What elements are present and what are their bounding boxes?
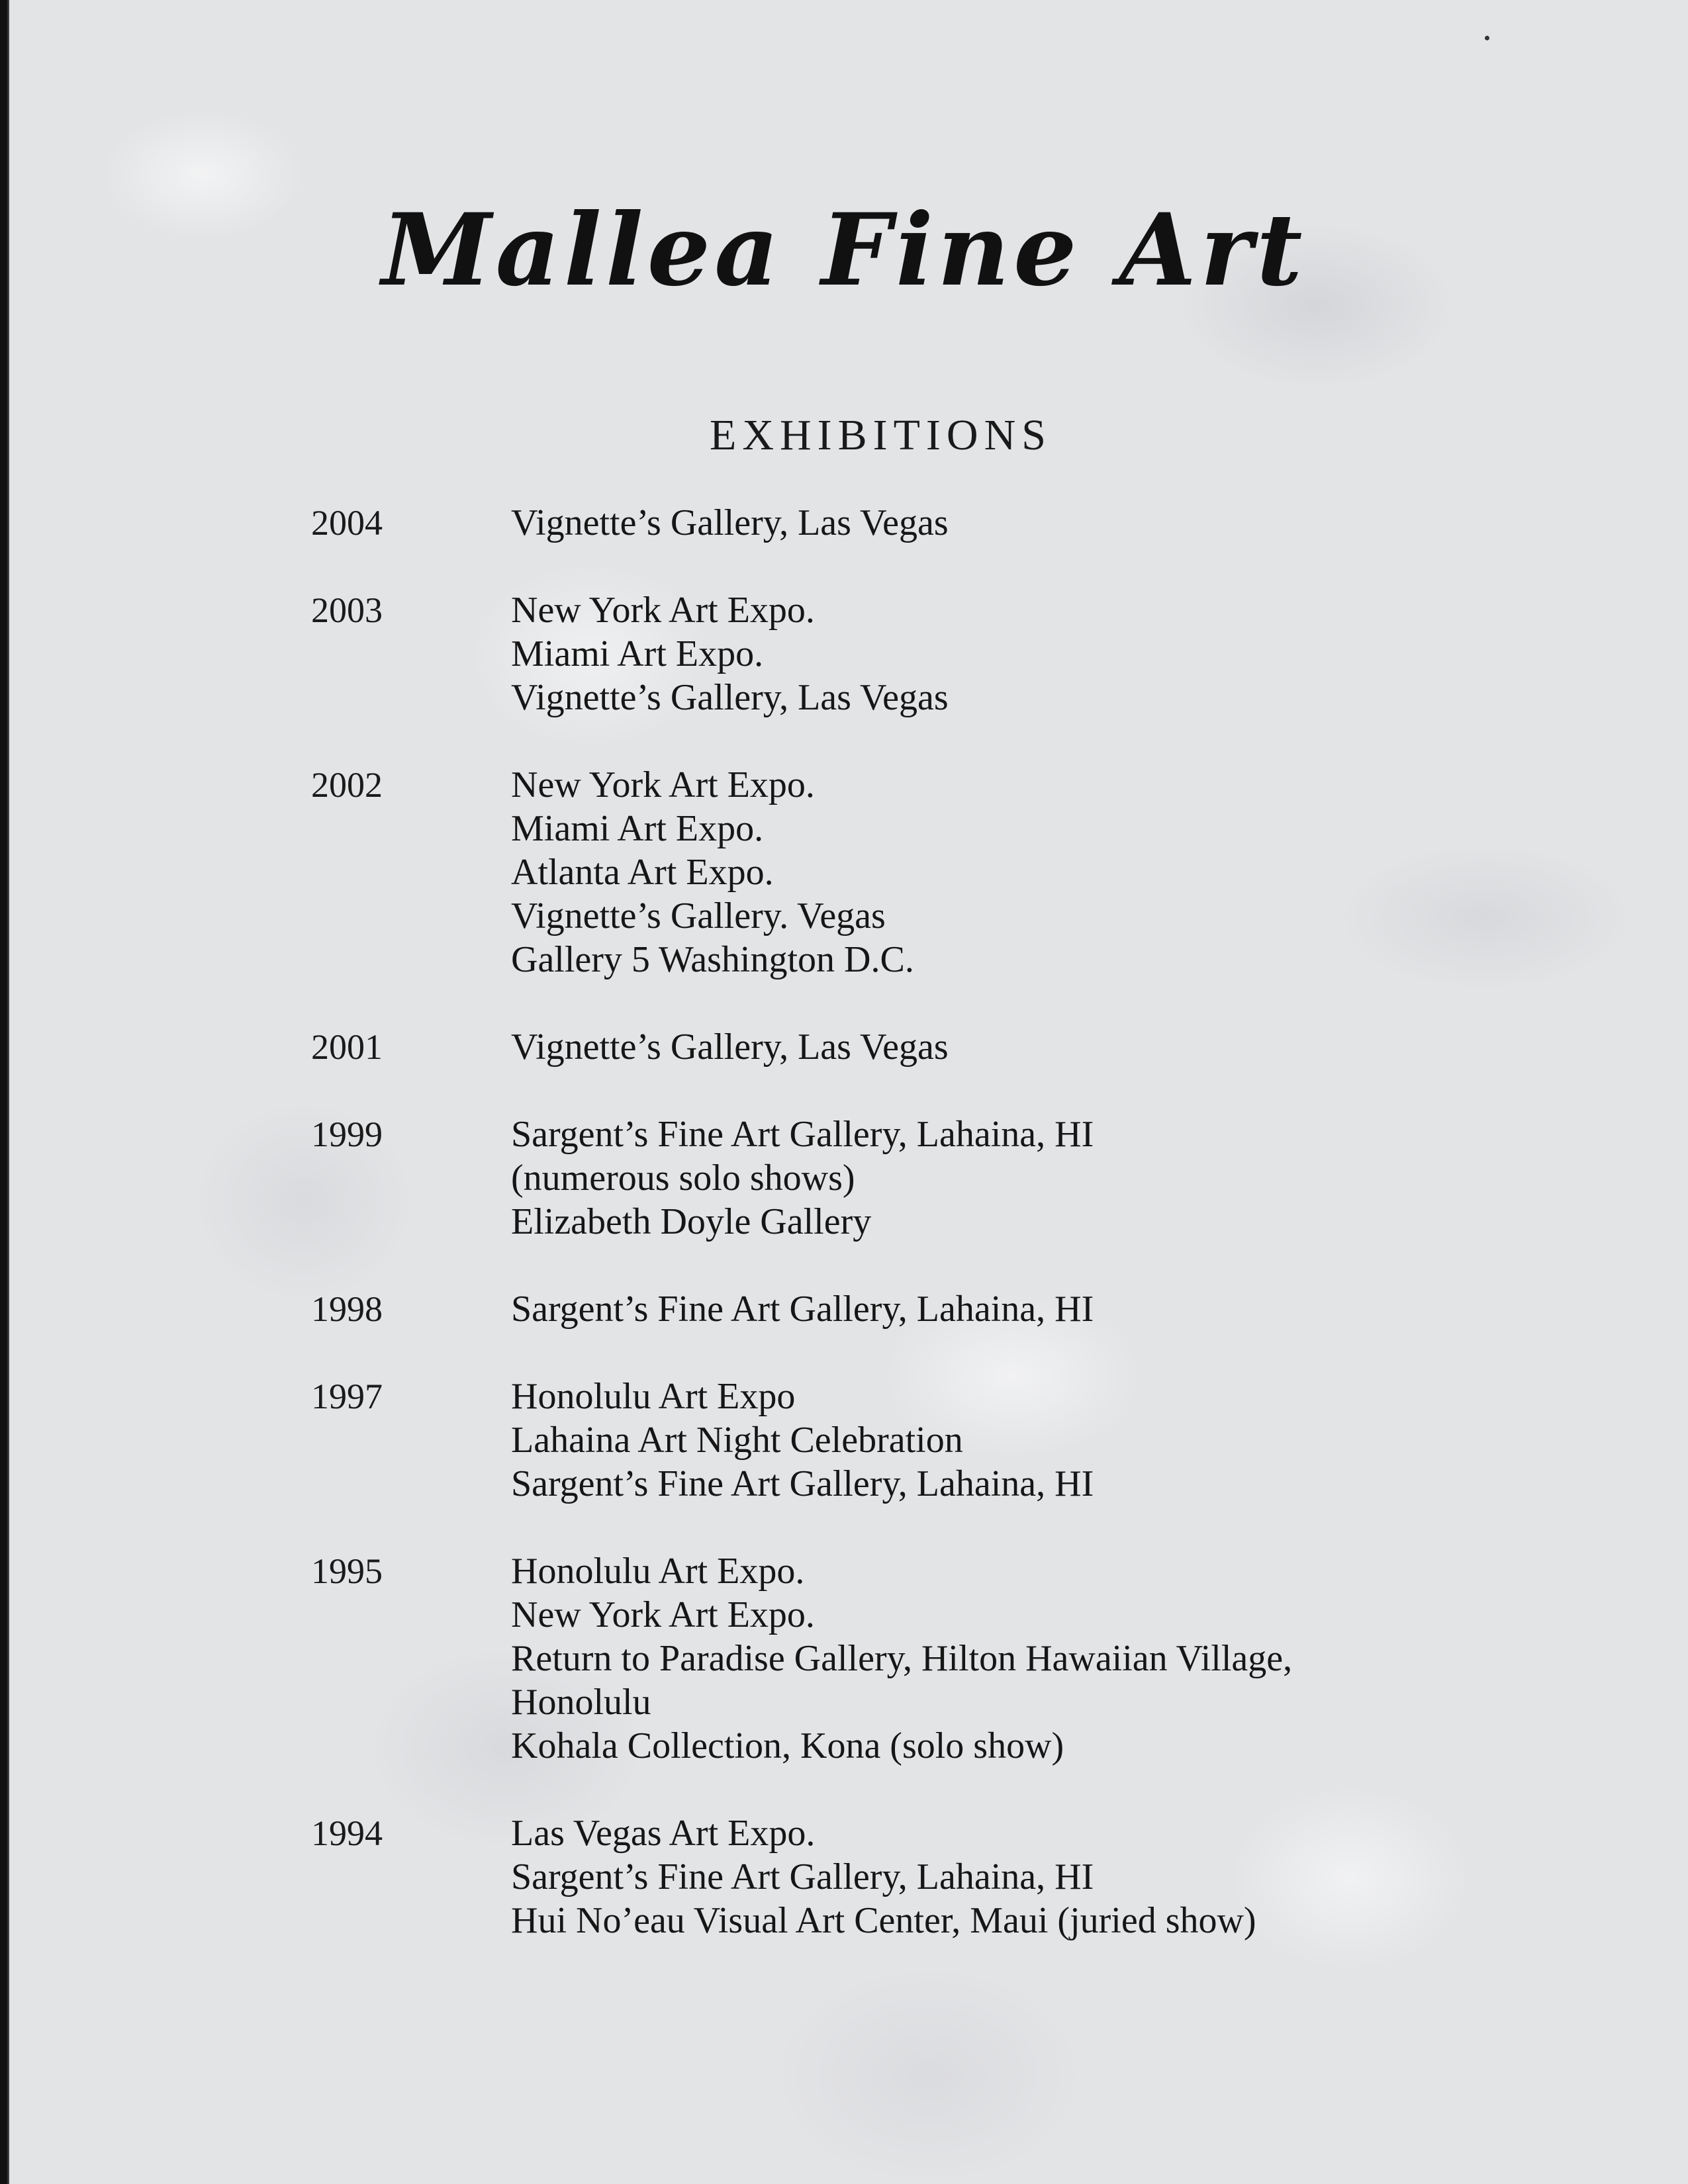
exhibition-entry <box>311 1549 1569 1768</box>
exhibition-events <box>511 1811 1569 1942</box>
exhibition-event: Elizabeth Doyle Gallery <box>511 1201 872 1242</box>
exhibition-entry <box>311 763 1569 981</box>
exhibition-event: Vignette’s Gallery, Las Vegas <box>511 502 949 543</box>
exhibition-year: 1998 <box>311 1289 383 1329</box>
exhibition-event: Vignette’s Gallery. Vegas <box>511 895 886 936</box>
exhibition-event: Honolulu Art Expo. <box>511 1551 805 1592</box>
exhibition-event: Miami Art Expo. <box>511 808 764 849</box>
exhibition-events <box>511 588 1569 719</box>
exhibition-event: New York Art Expo. <box>511 1594 815 1635</box>
exhibition-entry <box>311 1113 1569 1244</box>
exhibition-entry <box>311 1287 1569 1331</box>
exhibition-year: 2001 <box>311 1027 383 1067</box>
exhibition-entry <box>311 1025 1569 1069</box>
exhibition-event: Vignette’s Gallery, Las Vegas <box>511 1026 949 1068</box>
exhibition-year: 1997 <box>311 1377 383 1416</box>
exhibition-events <box>511 1025 1569 1069</box>
exhibition-event: Miami Art Expo. <box>511 633 764 674</box>
exhibition-entry <box>311 1811 1569 1942</box>
exhibition-year: 1994 <box>311 1813 383 1853</box>
exhibition-event: New York Art Expo. <box>511 590 815 631</box>
exhibition-event: (numerous solo shows) <box>511 1158 855 1199</box>
exhibition-event: Sargent’s Fine Art Gallery, Lahaina, HI <box>511 1114 1094 1155</box>
exhibition-year: 2002 <box>311 765 383 805</box>
exhibition-events <box>511 501 1569 545</box>
exhibition-events <box>511 1549 1569 1768</box>
exhibition-events <box>511 1113 1569 1244</box>
exhibitions-list <box>311 501 1569 1986</box>
scan-speck <box>1485 36 1489 40</box>
exhibition-event: Atlanta Art Expo. <box>511 852 774 893</box>
exhibition-event: Sargent’s Fine Art Gallery, Lahaina, HI <box>511 1856 1094 1897</box>
exhibition-entry <box>311 588 1569 719</box>
exhibition-events <box>511 1375 1569 1506</box>
exhibition-event: New York Art Expo. <box>511 764 815 805</box>
exhibition-event: Gallery 5 Washington D.C. <box>511 939 914 980</box>
exhibition-events <box>511 763 1569 981</box>
exhibition-event: Vignette’s Gallery, Las Vegas <box>511 677 949 718</box>
exhibition-event: Las Vegas Art Expo. <box>511 1813 816 1854</box>
exhibition-event: Honolulu Art Expo <box>511 1376 796 1417</box>
section-title: EXHIBITIONS <box>710 411 1052 459</box>
exhibition-entry <box>311 501 1569 545</box>
scan-left-edge <box>0 0 9 2184</box>
exhibition-entry <box>311 1375 1569 1506</box>
exhibition-event: Honolulu <box>511 1682 651 1723</box>
exhibition-event: Sargent’s Fine Art Gallery, Lahaina, HI <box>511 1289 1094 1330</box>
exhibition-event: Sargent’s Fine Art Gallery, Lahaina, HI <box>511 1463 1094 1504</box>
exhibition-event: Hui No’eau Visual Art Center, Maui (juried show) <box>511 1900 1256 1941</box>
letterhead-title: Mallea Fine Art <box>381 192 1307 308</box>
exhibition-year: 1999 <box>311 1115 383 1154</box>
exhibition-event: Return to Paradise Gallery, Hilton Hawaiian Village, <box>511 1638 1293 1679</box>
exhibition-event: Lahaina Art Night Celebration <box>511 1420 963 1461</box>
exhibition-year: 2003 <box>311 590 383 630</box>
exhibition-event: Kohala Collection, Kona (solo show) <box>511 1725 1064 1766</box>
exhibition-year: 1995 <box>311 1551 383 1591</box>
exhibition-year: 2004 <box>311 503 383 543</box>
exhibition-events <box>511 1287 1569 1331</box>
